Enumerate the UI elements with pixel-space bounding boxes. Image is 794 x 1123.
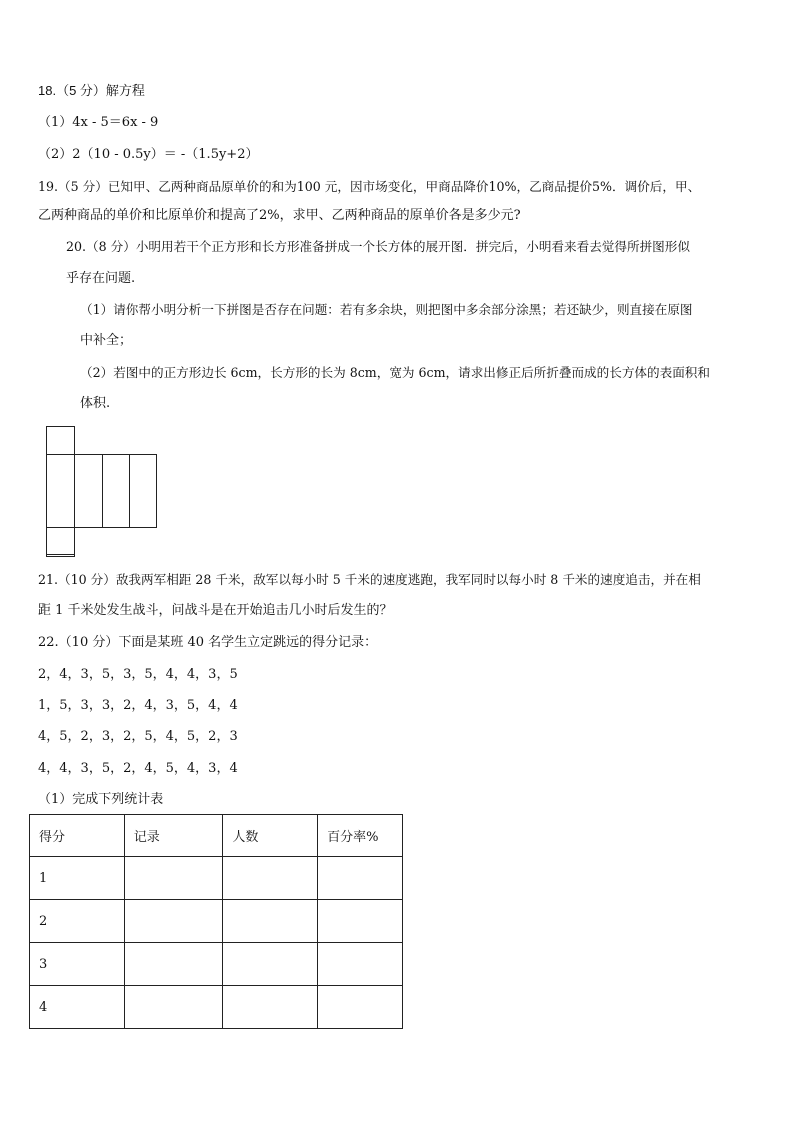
count-cell[interactable]	[223, 857, 318, 900]
q22-header: 22.（10 分）下面是某班 40 名学生立定跳远的得分记录：	[38, 635, 378, 650]
q22-part1: （1）完成下列统计表	[38, 792, 164, 807]
header-count: 人数	[223, 815, 318, 857]
table-row	[30, 900, 403, 943]
table-row	[30, 986, 403, 1029]
q20-part1-line2: 中补全；	[80, 333, 133, 348]
table-row	[30, 943, 403, 986]
score-cell: 1	[30, 857, 125, 900]
record-cell[interactable]	[124, 943, 223, 986]
count-cell[interactable]	[223, 943, 318, 986]
header-percentage: 百分率%	[318, 815, 403, 857]
percentage-cell[interactable]	[318, 900, 403, 943]
header-score: 得分	[30, 815, 125, 857]
q20-line1: 20.（8 分）小明用若干个正方形和长方形准备拼成一个长方体的展开图．拼完后，小明看来看去觉得所拼图形似	[66, 239, 690, 254]
percentage-cell[interactable]	[318, 943, 403, 986]
percentage-cell[interactable]	[318, 857, 403, 900]
table-header-row	[30, 815, 403, 857]
net-square-top	[46, 426, 75, 455]
q18-part1: （1）4x - 5＝6x - 9	[38, 115, 159, 130]
net-square-bottom-2	[46, 528, 75, 557]
statistics-table	[29, 814, 403, 1029]
q18-part2: （2）2（10 - 0.5y）＝ -（1.5y+2）	[38, 147, 259, 162]
q20-line2: 乎存在问题.	[66, 271, 136, 286]
q22-data-row: 2，4，3，5，3，5，4，4，3，5	[38, 667, 238, 682]
q18-header: 18.（5 分）解方程	[38, 83, 145, 98]
q19-line2: 乙两种商品的单价和比原单价和提高了2%，求甲、乙两种商品的原单价各是多少元?	[38, 208, 521, 223]
count-cell[interactable]	[223, 900, 318, 943]
q20-part2-line2: 体积.	[80, 396, 111, 411]
record-cell[interactable]	[124, 986, 223, 1029]
score-cell: 3	[30, 943, 125, 986]
percentage-cell[interactable]	[318, 986, 403, 1029]
q21-line1: 21.（10 分）敌我两军相距 28 千米，敌军以每小时 5 千米的速度逃跑，我军同时以每小时 8 千米的速度追击，并在相	[38, 572, 701, 587]
count-cell[interactable]	[223, 986, 318, 1029]
net-rect-left	[46, 454, 75, 528]
q22-data-row: 1，5，3，3，2，4，3，5，4，4	[38, 698, 238, 713]
net-rect-middle-2	[102, 454, 130, 528]
record-cell[interactable]	[124, 900, 223, 943]
q19-line1: 19.（5 分）已知甲、乙两种商品原单价的和为100 元，因市场变化，甲商品降价10%，乙商品提价5%．调价后，甲、	[38, 179, 701, 194]
table-row	[30, 857, 403, 900]
score-cell: 4	[30, 986, 125, 1029]
record-cell[interactable]	[124, 857, 223, 900]
header-record: 记录	[124, 815, 223, 857]
q20-part2-line1: （2）若图中的正方形边长 6cm，长方形的长为 8cm，宽为 6cm，请求出修正后所折叠而成的长方体的表面积和	[80, 365, 710, 380]
q21-line2: 距 1 千米处发生战斗，问战斗是在开始追击几小时后发生的？	[38, 603, 393, 618]
net-rect-middle-3	[129, 454, 157, 528]
q20-part1-line1: （1）请你帮小明分析一下拼图是否存在问题：若有多余块，则把图中多余部分涂黑；若还缺少，则直接在原图	[80, 302, 693, 317]
q22-data-row: 4，5，2，3，2，5，4，5，2，3	[38, 729, 238, 744]
score-cell: 2	[30, 900, 125, 943]
net-rect-middle-1	[74, 454, 103, 528]
q22-data-row: 4，4，3，5，2，4，5，4，3，4	[38, 761, 238, 776]
